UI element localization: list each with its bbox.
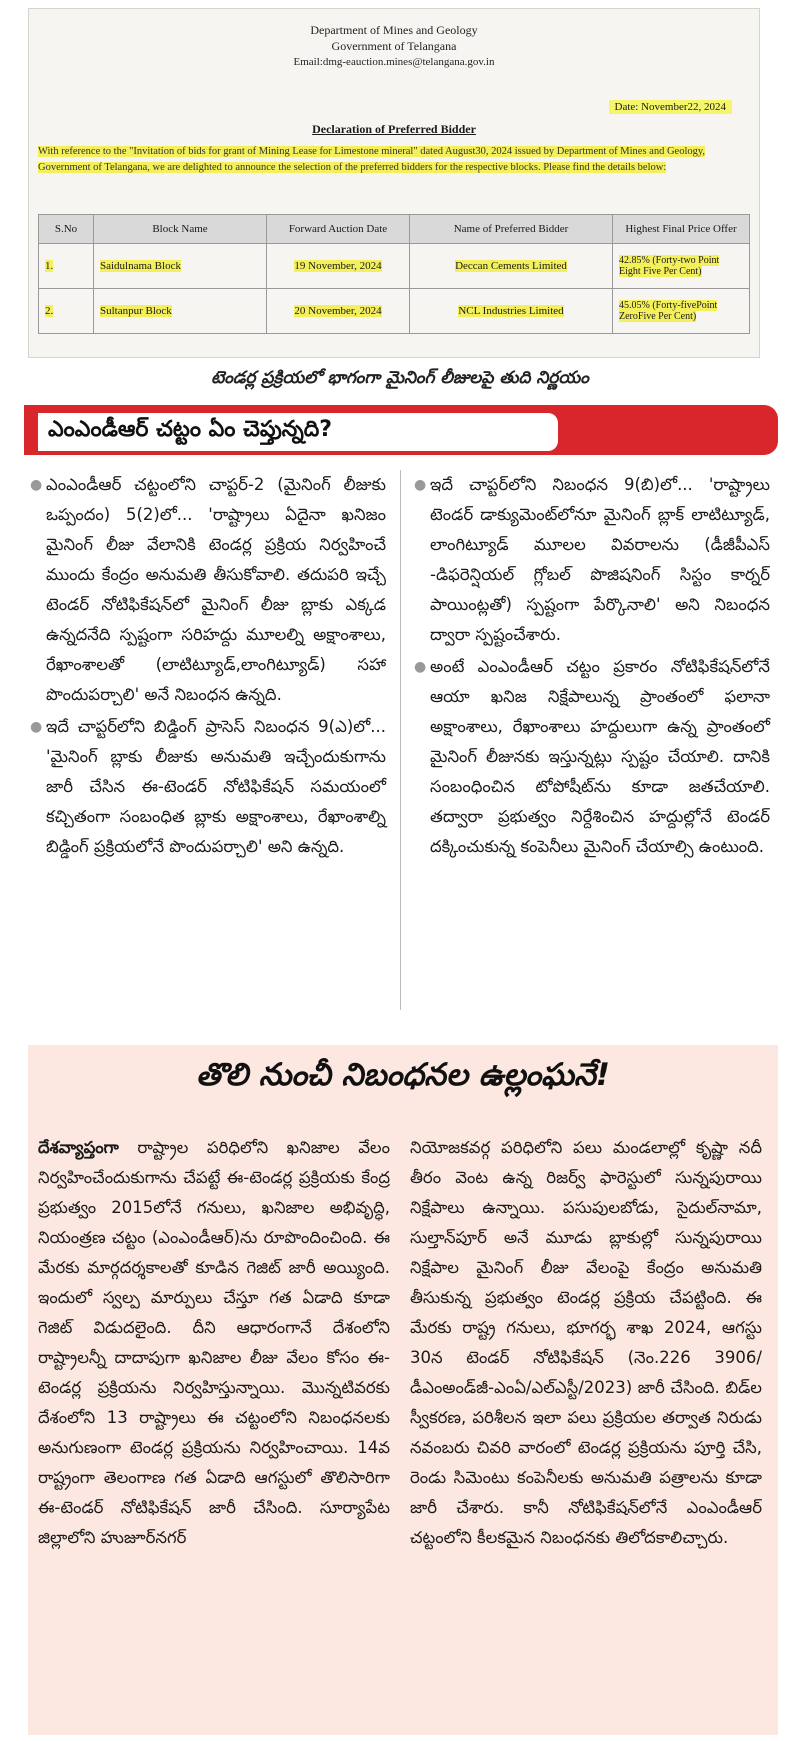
photo-caption: టెండర్ల ప్రక్రియలో భాగంగా మైనింగ్ లీజులపై తుది నిర్ణయం: [211, 368, 589, 388]
declaration-letter-photo: [28, 8, 760, 358]
letter-email: Email:dmg-eauction.mines@telangana.gov.in: [293, 56, 495, 68]
bidder-table: [38, 214, 750, 334]
article-right-column: [410, 1133, 762, 1553]
table-row: [39, 289, 750, 334]
cell-date: 20 November, 2024: [267, 289, 410, 334]
list-item: [30, 470, 386, 710]
section-banner: [24, 405, 778, 455]
th-block: Block Name: [94, 215, 267, 244]
declaration-title: Declaration of Preferred Bidder: [312, 122, 476, 136]
mmdr-rules-section: [30, 470, 772, 1030]
th-bidder: Name of Preferred Bidder: [410, 215, 613, 244]
cell-sno: 2.: [39, 289, 94, 334]
letter-gov: Government of Telangana: [331, 39, 457, 53]
list-item: [414, 652, 770, 862]
table-header-row: [39, 215, 750, 244]
cell-sno: 1.: [39, 244, 94, 289]
article-paragraph: [38, 1133, 390, 1553]
rule-text: ఇదే చాప్టర్‌లోని బిడ్డింగ్ ప్రాసెస్ నిబంధన 9(ఎ)లో... 'మైనింగ్ బ్లాకు లీజుకు అనుమతి ఇచ్చేందుకుగాను జారీ చేసిన ఈ-టెండర్ నోటిఫికేషన్ సమయంలో కచ్చితంగా సంబంధిత బ్లాకు అక్షాంశాలు, రేఖాంశాల్ని బిడ్డింగ్ ప్రక్రియలోనే పొందుపర్చాలి' అని ఉన్నది.: [46, 717, 386, 856]
article-left-column: [38, 1133, 390, 1553]
th-date: Forward Auction Date: [267, 215, 410, 244]
letter-intro: [38, 144, 746, 176]
list-item: [414, 470, 770, 650]
list-item: [30, 712, 386, 862]
article-lead: దేశవ్యాప్తంగా: [38, 1138, 119, 1157]
letter-header: [28, 22, 760, 70]
cell-block: Saidulnama Block: [94, 244, 267, 289]
rule-text: ఇదే చాప్టర్‌లోని నిబంధన 9(బి)లో... 'రాష్ట్రాలు టెండర్ డాక్యుమెంట్‌లోనూ మైనింగ్ బ్లాక్ లాటిట్యూడ్, లాంగిట్యూడ్ మూలల వివరాలను (డీజీపీఎస్ -డిఫరెన్షియల్ గ్లోబల్ పొజిషనింగ్ సిస్టం కార్నర్ పాయింట్లతో) స్పష్టంగా పేర్కొనాలి' అని నిబంధన ద్వారా స్పష్టంచేశారు.: [430, 475, 770, 644]
cell-bidder: Deccan Cements Limited: [410, 244, 613, 289]
rules-right-column: [414, 470, 770, 864]
th-sno: S.No: [39, 215, 94, 244]
cell-bidder: NCL Industries Limited: [410, 289, 613, 334]
article-headline: తొలి నుంచీ నిబంధనల ఉల్లంఘనే!: [196, 1057, 610, 1093]
bullet-icon: ●: [30, 477, 43, 493]
article-box: [28, 1045, 778, 1735]
rule-text: ఎంఎండీఆర్ చట్టంలోని చాప్టర్-2 (మైనింగ్ లీజుకు ఒప్పందం) 5(2)లో... 'రాష్ట్రాలు ఏదైనా ఖనిజం మైనింగ్ లీజు వేలానికి టెండర్ల ప్రక్రియ నిర్వహించే ముందు కేంద్రం అనుమతి తీసుకోవాలి. తదుపరి ఇచ్చే టెండర్ నోటిఫికేషన్‌లో మైనింగ్ లీజు బ్లాకు ఎక్కడ ఉన్నదనేది స్పష్టంగా సరిహద్దు మూలల్ని అక్షాంశాలు, రేఖాంశాలతో (లాటిట్యూడ్,లాంగిట్యూడ్) సహా పొందుపర్చాలి' అనే నిబంధన ఉన్నది.: [46, 475, 386, 704]
letter-date: Date: November22, 2024: [609, 100, 733, 114]
column-divider: [400, 470, 401, 1010]
bullet-icon: ●: [414, 659, 427, 675]
letter-intro-text: With reference to the "Invitation of bids for grant of Mining Lease for Limestone mineral" dated August30, 2024 issued by Department of Mines and Geology, Government of Telangana, we are delighted to announce the selection of the preferred bidders for the respective blocks. Please find the details below:: [38, 146, 706, 173]
cell-offer: 45.05% (Forty-fivePoint ZeroFive Per Cent): [613, 289, 750, 334]
banner-title: ఎంఎండీఆర్ చట్టం ఏం చెప్తున్నది?: [48, 417, 333, 442]
cell-date: 19 November, 2024: [267, 244, 410, 289]
rule-text: అంటే ఎంఎండీఆర్ చట్టం ప్రకారం నోటిఫికేషన్‌లోనే ఆయా ఖనిజ నిక్షేపాలున్న ప్రాంతంలో ఫలానా అక్షాంశాలు, రేఖాంశాలు హద్దులుగా ఉన్న ప్రాంతంలో మైనింగ్ లీజునకు ఇస్తున్నట్లు స్పష్టం చేయాలి. దానికి సంబంధించిన టోపోషీట్‌ను కూడా జతచేయాలి. తద్వారా ప్రభుత్వం నిర్దేశించిన హద్దుల్లోనే టెండర్ దక్కించుకున్న కంపెనీలు మైనింగ్ చేయాల్సి ఉంటుంది.: [430, 657, 770, 856]
article-text-right: నియోజకవర్గ పరిధిలోని పలు మండలాల్లో కృష్ణా నదీ తీరం వెంట ఉన్న రిజర్వ్ ఫారెస్టులో సున్నపురాయి నిక్షేపాలు ఉన్నాయి. పసుపులబోడు, సైదుల్‌నామా, సుల్తాన్‌పూర్ అనే మూడు బ్లాకుల్లో సున్నపురాయి నిక్షేపాల మైనింగ్ లీజు వేలంపై కేంద్రం అనుమతి తీసుకున్న ప్రభుత్వం టెండర్ల ప్రక్రియ చేపట్టింది. ఈ మేరకు రాష్ట్ర గనులు, భూగర్భ శాఖ 2024, ఆగస్టు 30న టెండర్ నోటిఫికేషన్ (నెం.226 3906/డీఎంఅండ్‌జీ-ఎంఏ/ఎల్‌ఎస్టీ/2023) జారీ చేసింది. బిడ్‌ల స్వీకరణ, పరిశీలన ఇలా పలు ప్రక్రియల తర్వాత నిరుడు నవంబరు చివరి వారంలో టెండర్ల ప్రక్రియను పూర్తి చేసి, రెండు సిమెంటు కంపెనీలకు అనుమతి పత్రాలను కూడా జారీ చేశారు. కానీ నోటిఫికేషన్‌లోనే ఎంఎండీఆర్ చట్టంలోని కీలకమైన నిబంధనకు తిలోదకాలిచ్చారు.: [410, 1138, 762, 1547]
bullet-icon: ●: [30, 719, 43, 735]
letter-dept: Department of Mines and Geology: [310, 23, 478, 37]
bullet-icon: ●: [414, 477, 427, 493]
th-offer: Highest Final Price Offer: [613, 215, 750, 244]
cell-block: Sultanpur Block: [94, 289, 267, 334]
article-text-left: రాష్ట్రాల పరిధిలోని ఖనిజాల వేలం నిర్వహించేందుకుగాను చేపట్టే ఈ-టెండర్ల ప్రక్రియకు కేంద్ర ప్రభుత్వం 2015లోనే గనులు, ఖనిజాల అభివృద్ధి, నియంత్రణ చట్టం (ఎంఎండీఆర్)ను రూపొందించింది. ఈ మేరకు మార్గదర్శకాలతో కూడిన గెజిట్ జారీ అయ్యింది. ఇందులో స్వల్ప మార్పులు చేస్తూ గత ఏడాది కూడా గెజిట్ విడుదలైంది. దీని ఆధారంగానే దేశంలోని రాష్ట్రాలన్నీ దాదాపుగా ఖనిజాల లీజు వేలం కోసం ఈ-టెండర్ల ప్రక్రియను నిర్వహిస్తున్నాయి. మొన్నటివరకు దేశంలోని 13 రాష్ట్రాలు ఈ చట్టంలోని నిబంధనలకు అనుగుణంగా టెండర్ల ప్రక్రియను నిర్వహించాయి. 14వ రాష్ట్రంగా తెలంగాణ గత ఏడాది ఆగస్టులో తొలిసారిగా ఈ-టెండర్ నోటిఫికేషన్ జారీ చేసింది. సూర్యాపేట జిల్లాలోని హుజూర్‌నగర్: [38, 1138, 390, 1547]
rules-left-column: [30, 470, 386, 864]
cell-offer: 42.85% (Forty-two Point Eight Five Per Cent): [613, 244, 750, 289]
table-row: [39, 244, 750, 289]
